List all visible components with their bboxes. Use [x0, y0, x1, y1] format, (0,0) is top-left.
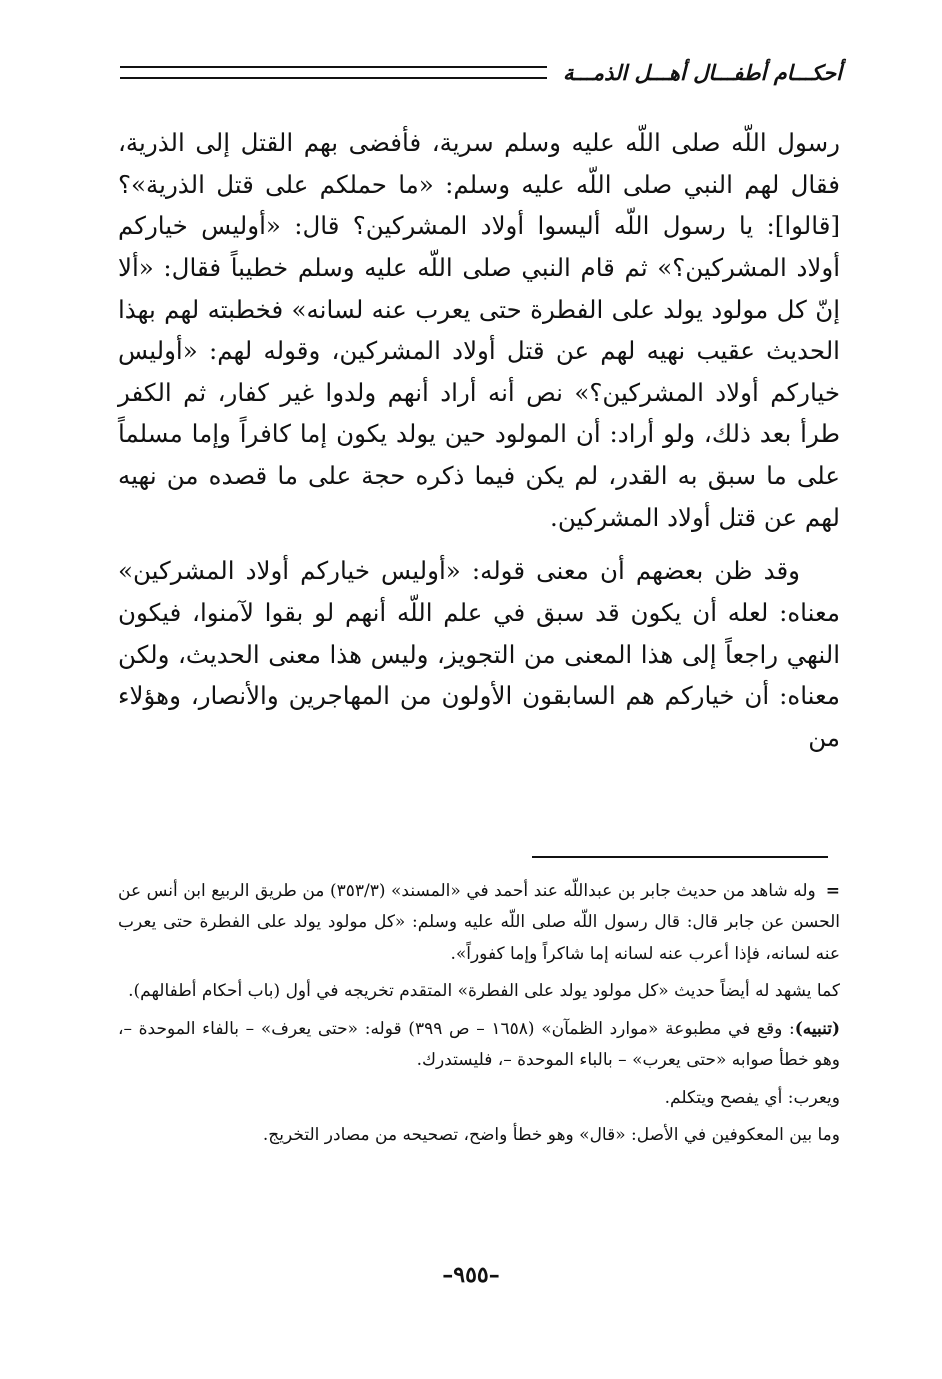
- header-double-rule: [120, 66, 547, 79]
- note-label: (تنبيه): [794, 1018, 841, 1039]
- page-header: [120, 52, 842, 92]
- footnote-note: [118, 1014, 840, 1077]
- footnote-gloss: ويعرب: أي يفصح ويتكلم.: [664, 1087, 840, 1108]
- footnote-item: [118, 876, 840, 970]
- paragraph: وقد ظن بعضهم أن معنى قوله: «أوليس خياركم أولاد المشركين» معناه: لعله أن يكون قد سبق في علم اللّه أنهم لو بقوا لآمنوا، فيكون النهي راجعاً إلى هذا المعنى من التجويز، وليس هذا معنى الحديث، ولكن معناه: أن خياركم هم السابقون الأولون من المهاجرين والأنصار، وهؤلاء من: [118, 556, 840, 752]
- footnote-text: وله شاهد من حديث جابر بن عبداللّه عند أحمد في «المسند» (٣٥٣/٣) من طريق الربيع ابن أنس عن الحسن عن جابر قال: قال رسول اللّه صلى اللّه عليه وسلم: «كل مولود يولد على الفطرة حتى يعرب عنه لسانه، فإذا أعرب عنه لسانه إما شاكراً وإما كفوراً».: [118, 881, 840, 964]
- main-text: [118, 122, 840, 771]
- footnotes: [118, 876, 840, 1158]
- footnote-item: كما يشهد له أيضاً حديث «كل مولود يولد على الفطرة» المتقدم تخريجه في أول (باب أحكام أطفالهم).: [128, 981, 840, 1002]
- page-number: –٩٥٥–: [442, 1262, 500, 1288]
- paragraph: رسول اللّه صلى اللّه عليه وسلم سرية، فأفضى بهم القتل إلى الذرية، فقال لهم النبي صلى اللّه عليه وسلم: «ما حملكم على قتل الذرية»؟ [قالوا]: يا رسول اللّه أليسوا أولاد المشركين؟ قال: «أوليس خياركم أولاد المشركين؟» ثم قام النبي صلى اللّه عليه وسلم خطيباً فقال: «ألا إنّ كل مولود يولد على الفطرة حتى يعرب عنه لسانه» فخطبته لهم بهذا الحديث عقيب نهيه لهم عن قتل أولاد المشركين، وقوله لهم: «أوليس خياركم أولاد المشركين؟» نص أنه أراد أنهم ولدوا غير كفار، ثم الكفر طرأ بعد ذلك، ولو أراد: أن المولود حين يولد يكون إما كافراً وإما مسلماً على ما سبق به القدر، لم يكن فيما ذكره حجة على ما قصده من نهيه لهم عن قتل أولاد المشركين.: [118, 128, 840, 532]
- running-title: أحكـــام أطفـــال أهـــل الذمـــة: [563, 59, 842, 85]
- footnote-editorial: وما بين المعكوفين في الأصل: «قال» وهو خطأ واضح، تصحيحه من مصادر التخريج.: [262, 1125, 840, 1146]
- note-text: : وقع في مطبوعة «موارد الظمآن» (١٦٥٨ – ص ٣٩٩) قوله: «حتى يعرف» – بالفاء الموحدة –، وهو خطأ صوابه «حتى يعرب» – بالباء الموحدة –، فليستدرك.: [118, 1018, 840, 1071]
- footnote-continuation-mark: =: [825, 881, 840, 901]
- footnote-separator: [532, 856, 828, 858]
